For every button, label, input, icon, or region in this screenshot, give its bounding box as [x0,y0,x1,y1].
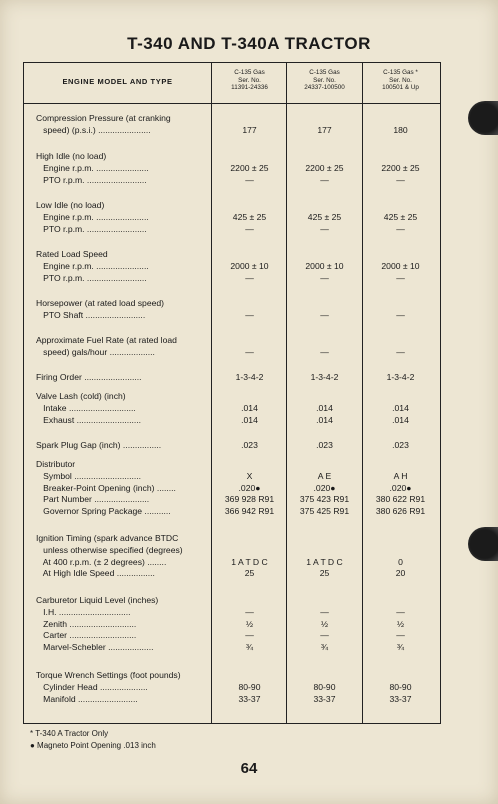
row-label: speed) (p.s.i.) ...................... [36,124,151,135]
cell-value: .014 [392,402,409,413]
cell-value: — [320,174,329,185]
cell-value: ¾ [396,642,405,653]
cell-value: — [320,309,329,320]
cell-value: .020● [389,482,412,493]
cell-value: 375 423 R91 [299,494,350,505]
row-label: speed) gals/hour ................... [36,346,155,357]
row-label: High Idle (no load) [36,151,107,161]
column-divider [362,63,363,723]
cell-value: A H [393,470,408,481]
cell-value: .023 [241,440,258,450]
row-label: unless otherwise specified (degrees) [36,544,183,555]
cell-value: .014 [316,402,333,413]
cell-value: 2200 ± 25 [381,162,420,173]
row-label: Distributor [36,459,76,469]
cell-value: .023 [316,440,333,450]
cell-value: 177 [317,124,332,135]
cell-value: .014 [392,414,409,425]
cell-value: 80-90 [313,681,336,692]
row-label: Intake ............................ [36,402,136,413]
cell-value: — [320,630,329,641]
cell-value: 366 942 R91 [224,506,275,517]
cell-value: 0 [398,556,403,567]
row-label: Governor Spring Package ........... [36,506,171,517]
cell-value: 1-3-4-2 [235,372,264,382]
cell-value: 2000 ± 10 [381,260,420,271]
column-header-1: C-135 Gas Ser. No. 11391-24336 [231,69,268,91]
cell-value: 2200 ± 25 [230,162,269,173]
row-label: Low Idle (no load) [36,200,105,210]
cell-value: — [396,606,405,617]
cell-value: 33-37 [238,693,261,704]
cell-value: .014 [316,414,333,425]
row-label: Approximate Fuel Rate (at rated load [36,335,177,345]
cell-value: 1-3-4-2 [310,372,339,382]
row-label: Cylinder Head .................... [36,681,148,692]
column-header-2: C-135 Gas Ser. No. 24337-100500 [304,69,345,91]
cell-value: 2000 ± 10 [230,260,269,271]
footnote: * T-340 A Tractor Only [30,729,109,738]
header-label: ENGINE MODEL AND TYPE [62,77,173,86]
cell-value: — [245,174,254,185]
row-label: PTO r.p.m. ......................... [36,223,147,234]
page-number: 64 [240,760,258,777]
cell-value: — [245,346,254,357]
row-label: Valve Lash (cold) (inch) [36,391,126,401]
cell-value: .014 [241,414,258,425]
column-divider [286,63,287,723]
cell-value: ¾ [245,642,254,653]
cell-value: .020● [238,482,261,493]
row-label: PTO Shaft ......................... [36,309,146,320]
column-divider [211,63,212,723]
cell-value: — [245,309,254,320]
row-label: Carburetor Liquid Level (inches) [36,595,159,605]
column-header-3: C-135 Gas * Ser. No. 100501 & Up [382,69,419,91]
cell-value: 425 ± 25 [232,211,267,222]
cell-value: — [396,272,405,283]
cell-value: ½ [320,618,329,629]
cell-value: 1-3-4-2 [386,372,415,382]
cell-value: — [320,606,329,617]
cell-value: ¾ [320,642,329,653]
row-label: Torque Wrench Settings (foot pounds) [36,670,181,680]
cell-value: 2000 ± 10 [305,260,344,271]
cell-value: — [396,174,405,185]
row-label: Compression Pressure (at cranking [36,113,171,123]
binder-hole [468,527,498,561]
cell-value: 80-90 [238,681,261,692]
cell-value: — [245,630,254,641]
cell-value: ½ [245,618,254,629]
row-label: At High Idle Speed ................ [36,568,155,579]
cell-value: — [396,630,405,641]
cell-value: 369 928 R91 [224,494,275,505]
row-label: Engine r.p.m. ...................... [36,260,149,271]
row-label: Engine r.p.m. ...................... [36,162,149,173]
row-label: Symbol ............................ [36,470,142,481]
cell-value: 425 ± 25 [307,211,342,222]
row-label: Carter ............................ [36,630,137,641]
cell-value: 1 A T D C [306,556,343,567]
cell-value: 425 ± 25 [383,211,418,222]
row-label: Spark Plug Gap (inch) ................ [36,440,162,450]
cell-value: .023 [392,440,409,450]
row-label: Engine r.p.m. ...................... [36,211,149,222]
cell-value: X [246,470,253,481]
cell-value: — [320,346,329,357]
row-label: PTO r.p.m. ......................... [36,272,147,283]
row-label: I.H. .............................. [36,606,131,617]
row-label: Exhaust ........................... [36,414,142,425]
binder-hole [468,101,498,135]
cell-value: ½ [396,618,405,629]
cell-value: — [245,272,254,283]
cell-value: — [396,346,405,357]
cell-value: A E [317,470,332,481]
cell-value: 20 [395,568,406,579]
footnotes [30,728,156,752]
row-label: Marvel-Schebler ................... [36,642,154,653]
cell-value: 2200 ± 25 [305,162,344,173]
cell-value: .014 [241,402,258,413]
row-label: Breaker-Point Opening (inch) ........ [36,482,176,493]
row-label: Rated Load Speed [36,249,108,259]
cell-value: 25 [244,568,255,579]
cell-value: 177 [242,124,257,135]
cell-value: — [320,223,329,234]
row-label: At 400 r.p.m. (± 2 degrees) ........ [36,556,167,567]
row-label: PTO r.p.m. ......................... [36,174,147,185]
footnote: ● Magneto Point Opening .013 inch [30,741,156,750]
cell-value: 180 [393,124,408,135]
cell-value: 80-90 [389,681,412,692]
cell-value: — [396,309,405,320]
cell-value: — [320,272,329,283]
row-label: Zenith ............................ [36,618,137,629]
cell-value: 25 [319,568,330,579]
cell-value: — [396,223,405,234]
row-label: Ignition Timing (spark advance BTDC [36,533,179,543]
cell-value: 33-37 [313,693,336,704]
cell-value: 380 626 R91 [375,506,426,517]
cell-value: 375 425 R91 [299,506,350,517]
cell-value: 33-37 [389,693,412,704]
spec-table [23,62,441,724]
page-title: T-340 AND T-340A TRACTOR [127,34,371,53]
cell-value: 380 622 R91 [375,494,426,505]
cell-value: — [245,223,254,234]
row-label: Part Number ....................... [36,494,150,505]
table-header [24,63,440,104]
cell-value: — [245,606,254,617]
cell-value: 1 A T D C [231,556,268,567]
row-label: Firing Order ........................ [36,372,142,382]
row-label: Manifold ......................... [36,693,138,704]
cell-value: .020● [313,482,336,493]
row-label: Horsepower (at rated load speed) [36,298,165,308]
